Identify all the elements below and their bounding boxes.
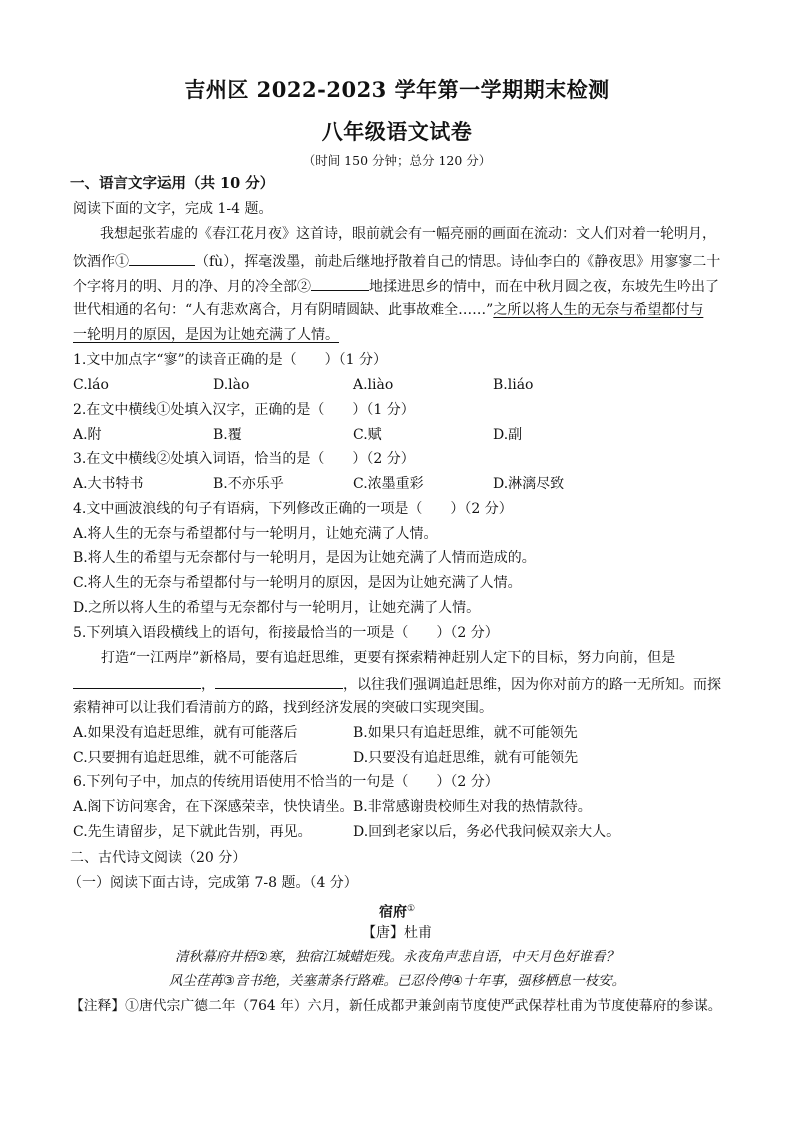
- q3-stem: 3.在文中横线②处填入词语，恰当的是（ ）（2 分）: [73, 451, 415, 467]
- q5-passage-2b: ，以往我们强调追赶思维，因为你对前方的路一无所知。而探: [343, 677, 721, 693]
- q5-stem: 5.下列填入语段横线上的语句，衔接最恰当的一项是（ ）（2 分）: [73, 625, 499, 641]
- blank-1: [129, 251, 195, 266]
- exam-subtitle: 八年级语文试卷: [321, 119, 473, 144]
- passage-line-2a: 饮酒作①: [73, 254, 129, 270]
- blank-2: [311, 276, 369, 291]
- q2-option-c: C.赋: [353, 427, 382, 443]
- section2-heading: 二、古代诗文阅读（20 分）: [70, 850, 247, 866]
- poem-line-2: 风尘荏苒③音书绝，关塞萧条行路难。已忍伶俜④十年事，强移栖息一枝安。: [168, 973, 626, 989]
- q5-option-a: A.如果没有追赶思维，就有可能落后: [73, 725, 298, 741]
- q6-option-a: A.阁下访问寒舍，在下深感荣幸，快快请坐。: [73, 799, 354, 815]
- exam-title: 吉州区 2022-2023 学年第一学期期末检测: [184, 77, 610, 102]
- section2-subheading: （一）阅读下面古诗，完成第 7-8 题。（4 分）: [68, 875, 358, 891]
- q3-option-c: C.浓墨重彩: [353, 476, 424, 492]
- poem-title-note: ①: [406, 904, 416, 914]
- q1-option-2: D.lào: [213, 377, 250, 393]
- q6-option-c: C.先生请留步，足下就此告别，再见。: [73, 824, 312, 840]
- poem-author: 【唐】杜甫: [362, 925, 432, 941]
- q1-stem: 1.文中加点字“寥”的读音正确的是（ ）（1 分）: [73, 352, 388, 368]
- q6-option-b: B.非常感谢贵校师生对我的热情款待。: [353, 799, 592, 815]
- passage-line-3b: 地揉进思乡的情中，而在中秋月圆之夜，东坡先生吟出了: [369, 279, 719, 295]
- passage-line-2: [73, 251, 720, 271]
- poem-title-text: 宿府: [378, 904, 407, 921]
- q4-option-c: C.将人生的无奈与希望都付与一轮明月的原因，是因为让她充满了人情。: [73, 575, 522, 591]
- q1-option-3: A.liào: [353, 377, 394, 393]
- passage-line-5: 一轮明月的原因，是因为让她充满了人情。: [73, 327, 339, 343]
- q5-passage-2a: ，: [201, 677, 215, 693]
- q6-stem: 6.下列句子中，加点的传统用语使用不恰当的一句是（ ）（2 分）: [73, 774, 499, 790]
- passage-line-3a: 个字将月的明、月的净、月的冷全部②: [73, 279, 311, 295]
- poem-title: [0, 900, 794, 922]
- q5-blank-1: [73, 674, 201, 689]
- q5-passage-1: 打造“一江两岸”新格局，要有追赶思维，更要有探索精神赶别人定下的目标，努力向前，但是: [101, 650, 676, 666]
- q3-option-d: D.淋漓尽致: [493, 476, 565, 492]
- exam-meta: （时间 150 分钟；总分 120 分）: [302, 153, 492, 168]
- section1-heading: 一、语言文字运用（共 10 分）: [70, 175, 275, 192]
- passage-line-4a: 世代相通的名句：“人有悲欢离合，月有阴晴圆缺、此事故难全……”: [73, 302, 494, 318]
- q5-option-b: B.如果只有追赶思维，就不可能领先: [353, 725, 578, 741]
- q4-option-b: B.将人生的希望与无奈都付与一轮明月，是因为让她充满了人情而造成的。: [73, 550, 536, 566]
- passage-line-1: 我想起张若虚的《春江花月夜》这首诗，眼前就会有一幅亮丽的画面在流动：文人们对着一轮明月，: [100, 226, 716, 242]
- q3-option-a: A.大书特书: [73, 476, 144, 492]
- passage-line-4b: 之所以将人生的无奈与希望都付与: [493, 302, 704, 318]
- q4-option-a: A.将人生的无奈与希望都付与一轮明月，让她充满了人情。: [73, 526, 438, 542]
- poem-line-1: 清秋幕府井梧②寒，独宿江城蜡炬残。永夜角声悲自语，中天月色好谁看？: [174, 949, 620, 965]
- q2-option-a: A.附: [73, 427, 102, 443]
- q2-option-b: B.覆: [213, 427, 242, 443]
- q4-stem: 4.文中画波浪线的句子有语病，下列修改正确的一项是（ ）（2 分）: [73, 501, 513, 517]
- q3-option-b: B.不亦乐乎: [213, 476, 284, 492]
- q5-blank-2: [215, 674, 343, 689]
- passage-line-3: [73, 276, 719, 296]
- q5-option-c: C.只要拥有追赶思维，就不可能落后: [73, 750, 298, 766]
- q2-stem: 2.在文中横线①处填入汉字，正确的是（ ）（1 分）: [73, 402, 415, 418]
- section1-instruction: 阅读下面的文字，完成 1-4 题。: [73, 201, 273, 217]
- q2-option-d: D.副: [493, 427, 523, 443]
- q1-option-1: C.láo: [73, 377, 109, 393]
- q5-option-d: D.只要没有追赶思维，就有可能领先: [353, 750, 579, 766]
- q4-option-d: D.之所以将人生的希望与无奈都付与一轮明月，让她充满了人情。: [73, 600, 481, 616]
- poem-annotation: 【注释】①唐代宗广德二年（764 年）六月，新任成都尹兼剑南节度使严武保荐杜甫为节度使幕府的参谋。: [70, 998, 722, 1014]
- q5-passage-2: [73, 674, 721, 694]
- q1-option-4: B.liáo: [493, 377, 534, 393]
- q5-passage-3: 索精神可以让我们看清前方的路，找到经济发展的突破口实现突围。: [73, 700, 493, 716]
- passage-line-4: [73, 301, 703, 319]
- q6-option-d: D.回到老家以后，务必代我问候双亲大人。: [353, 824, 621, 840]
- passage-line-2b: （fù），挥毫泼墨，前赴后继地抒散着自己的情思。诗仙李白的《静夜思》用寥寥二十: [195, 254, 721, 270]
